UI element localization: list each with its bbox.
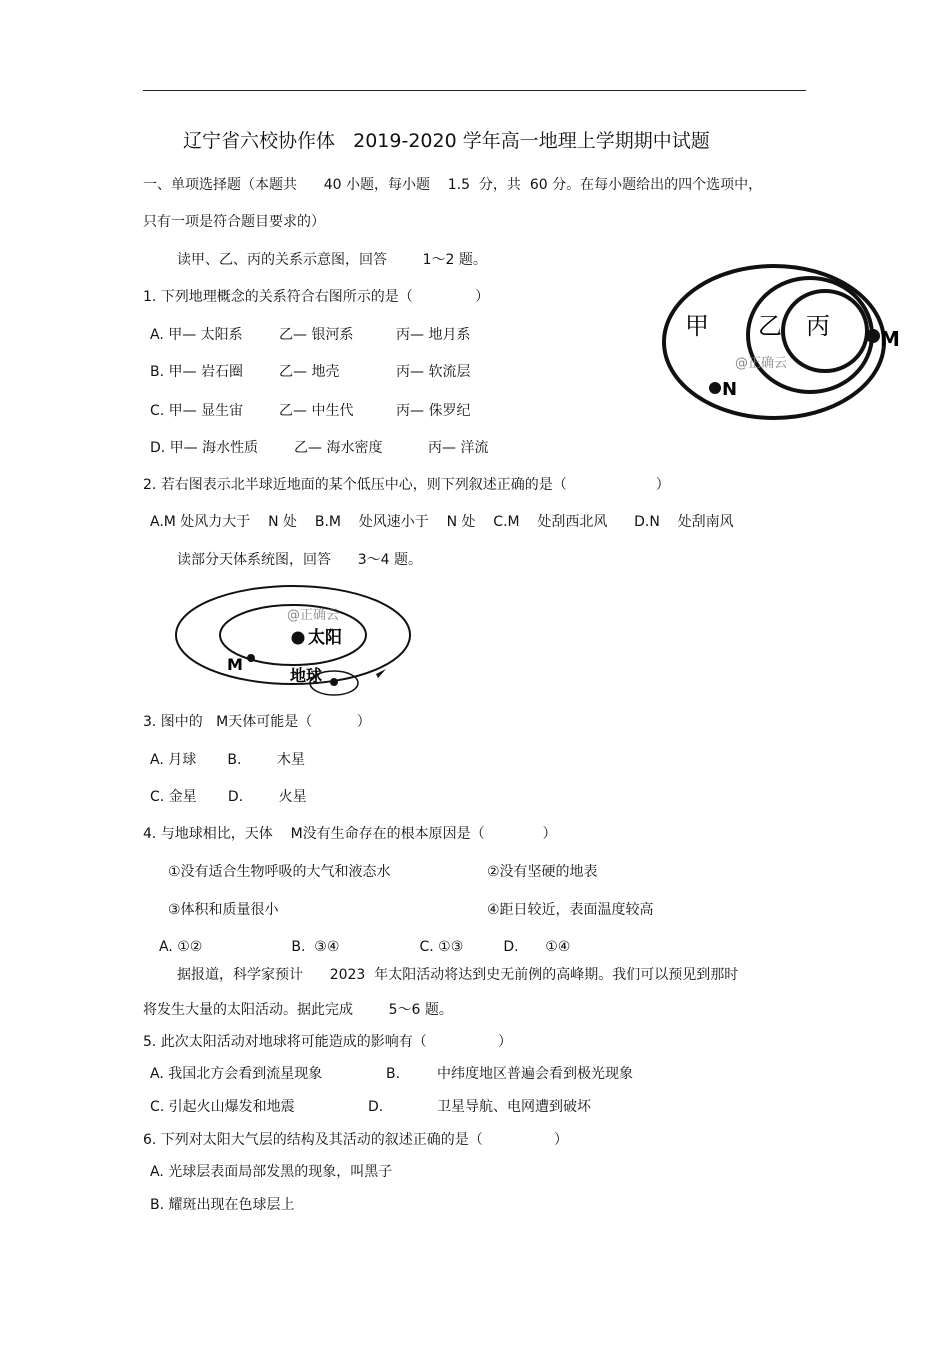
q3-options-row1: A. 月球 B. 木星 <box>150 752 306 768</box>
q5-stem: 5. 此次太阳活动对地球将可能造成的影响有（ ） <box>143 1034 513 1050</box>
sun-dot <box>292 632 305 645</box>
section-instructions-line1: 一、单项选择题（本题共 40 小题，每小题 1.5 分，共 60 分。在每小题给出的四个选项中， <box>143 177 763 193</box>
q1-option-b: B. 甲— 岩石圈 <box>150 364 243 380</box>
q5-option-d-letter: D. <box>368 1099 384 1115</box>
label-sun: 太阳 <box>308 628 342 648</box>
q1-option-a: A. 甲— 太阳系 <box>150 327 243 343</box>
label-bing: 丙 <box>806 312 830 340</box>
q1-stem: 1. 下列地理概念的关系符合右图所示的是（ ） <box>143 289 490 305</box>
header-rule <box>143 90 806 91</box>
intro-q5-6-line1: 据报道，科学家预计 2023 年太阳活动将达到史无前例的高峰期。我们可以预见到那时 <box>177 967 739 983</box>
q4-statement-4: ④距日较近，表面温度较高 <box>487 902 654 918</box>
q5-option-d: 卫星导航、电网遭到破坏 <box>437 1099 591 1115</box>
label-yi: 乙 <box>758 312 782 340</box>
q6-stem: 6. 下列对太阳大气层的结构及其活动的叙述正确的是（ ） <box>143 1132 569 1148</box>
q1-option-d-bing: 丙— 洋流 <box>428 440 489 456</box>
q1-option-c-yi: 乙— 中生代 <box>279 403 354 419</box>
earth-dot <box>330 678 338 686</box>
label-earth: 地球 <box>290 666 323 685</box>
q4-statement-2: ②没有坚硬的地表 <box>487 864 598 880</box>
q1-option-d-yi: 乙— 海水密度 <box>294 440 383 456</box>
label-m: M <box>227 655 243 674</box>
label-jia: 甲 <box>685 312 709 340</box>
q2-stem: 2. 若右图表示北半球近地面的某个低压中心，则下列叙述正确的是（ ） <box>143 477 670 493</box>
q1-option-a-yi: 乙— 银河系 <box>279 327 354 343</box>
q3-stem: 3. 图中的 M天体可能是（ ） <box>143 714 371 730</box>
q5-option-c: C. 引起火山爆发和地震 <box>150 1099 295 1115</box>
q1-option-b-yi: 乙— 地壳 <box>279 364 340 380</box>
m-dot <box>247 654 255 662</box>
watermark: @正确云 <box>287 608 340 623</box>
diagram-jia-yi-bing <box>660 262 910 432</box>
intro-q3-4: 读部分天体系统图，回答 3～4 题。 <box>177 552 422 568</box>
q2-options: A.M 处风力大于 N 处 B.M 处风速小于 N 处 C.M 处刮西北风 D.N 处刮南风 <box>150 514 734 530</box>
q6-option-a: A. 光球层表面局部发黑的现象，叫黑子 <box>150 1164 393 1180</box>
intro-q5-6-line2: 将发生大量的太阳活动。据此完成 5～6 题。 <box>143 1002 453 1018</box>
q5-option-a: A. 我国北方会看到流星现象 <box>150 1066 323 1082</box>
q6-option-b: B. 耀斑出现在色球层上 <box>150 1197 295 1213</box>
q5-option-b: 中纬度地区普遍会看到极光现象 <box>437 1066 633 1082</box>
section-instructions-line2: 只有一项是符合题目要求的） <box>143 214 325 230</box>
q1-option-c: C. 甲— 显生宙 <box>150 403 244 419</box>
orbit-arrow-icon <box>376 669 386 678</box>
q1-option-d: D. 甲— 海水性质 <box>150 440 259 456</box>
page-title: 辽宁省六校协作体 2019-2020 学年高一地理上学期期中试题 <box>183 130 710 152</box>
point-n <box>709 382 721 394</box>
point-m <box>866 329 880 343</box>
q1-option-c-bing: 丙— 侏罗纪 <box>396 403 471 419</box>
q3-options-row2: C. 金星 D. 火星 <box>150 789 307 805</box>
q4-statement-3: ③体积和质量很小 <box>168 902 279 918</box>
q1-option-b-bing: 丙— 软流层 <box>396 364 471 380</box>
q4-options: A. ①② B. ③④ C. ①③ D. ①④ <box>159 939 571 955</box>
q4-statement-1: ①没有适合生物呼吸的大气和液态水 <box>168 864 391 880</box>
q5-option-b-letter: B. <box>386 1066 401 1082</box>
diagram-solar-system <box>172 582 422 700</box>
intro-q1-2: 读甲、乙、丙的关系示意图，回答 1～2 题。 <box>177 252 487 268</box>
q1-option-a-bing: 丙— 地月系 <box>396 327 471 343</box>
label-m: M <box>880 327 900 351</box>
watermark: @正确云 <box>735 356 788 371</box>
q4-stem: 4. 与地球相比，天体 M没有生命存在的根本原因是（ ） <box>143 826 557 842</box>
label-n: N <box>722 379 738 400</box>
